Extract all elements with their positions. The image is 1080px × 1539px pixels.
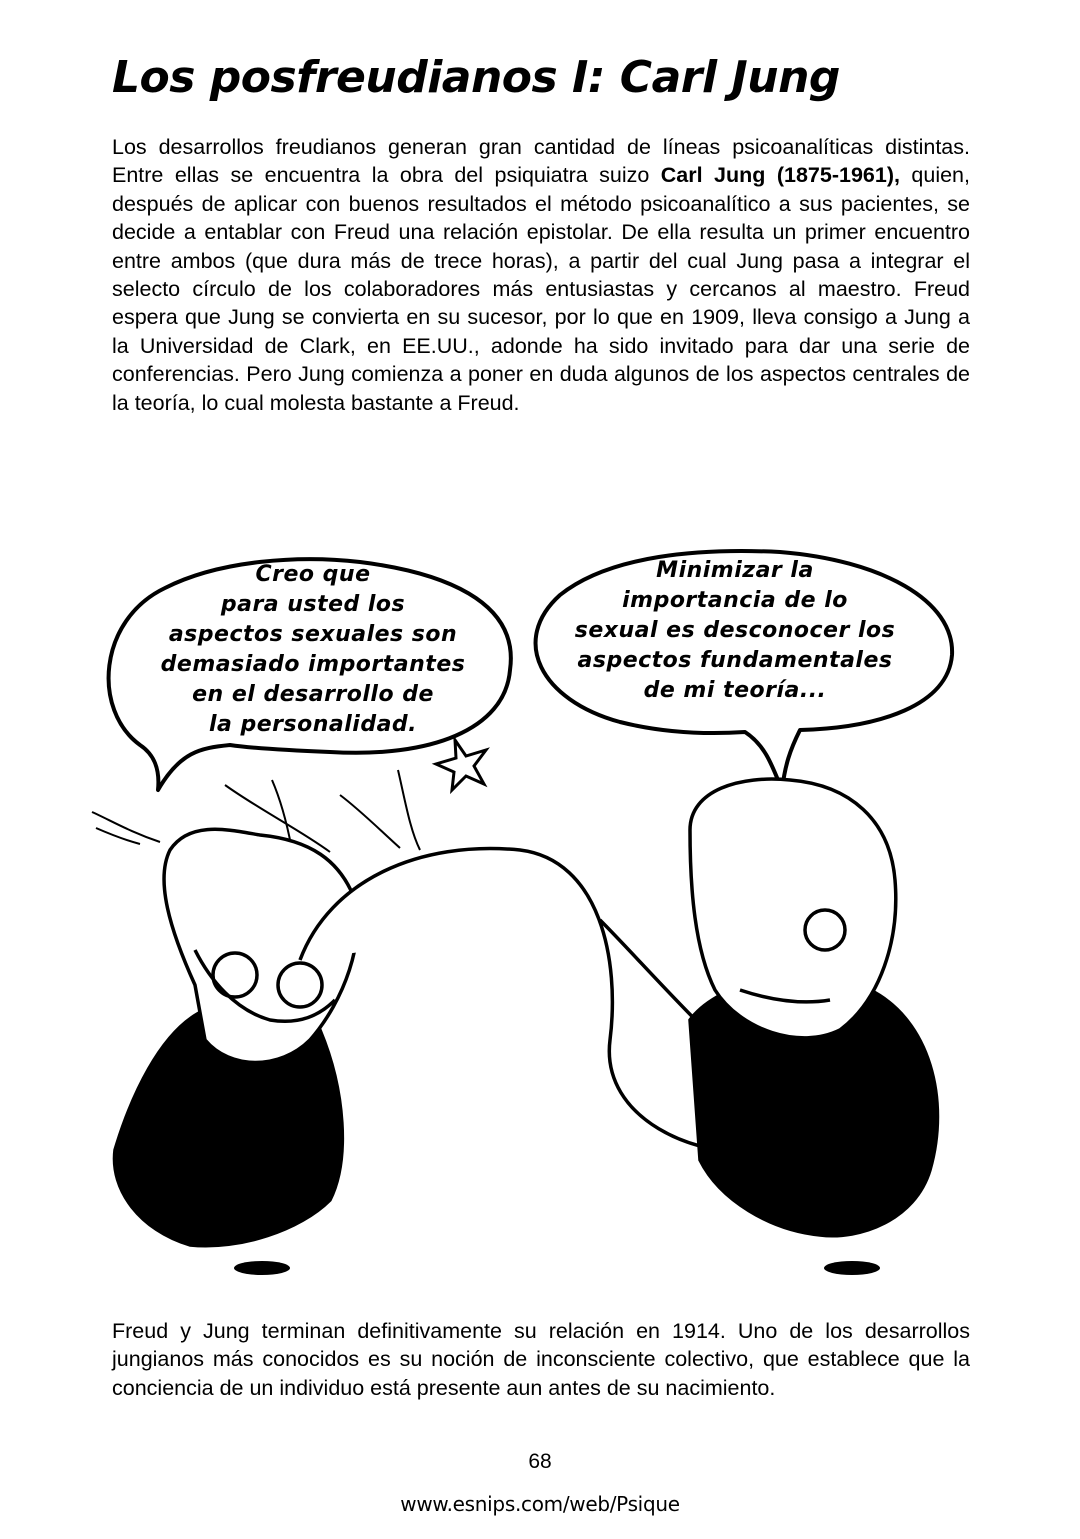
bubble-line: Minimizar la	[656, 558, 814, 583]
bubble-line: en el desarrollo de	[192, 682, 434, 707]
bubble-line: importancia de lo	[622, 588, 848, 613]
closing-paragraph: Freud y Jung terminan definitivamente su relación en 1914. Uno de los desarrollos jungianos más conocidos es su noción de inconsciente colectivo, que establece que la conciencia de un individuo está presente aun antes de su nacimiento.	[112, 1319, 970, 1400]
page-number: 68	[528, 1450, 552, 1473]
bubble-line: la personalidad.	[208, 712, 418, 737]
bubble-line: Creo que	[255, 562, 371, 587]
intro-text-start: Los desarrollos freudianos generan gran cantidad de líneas psicoanalíticas distintas. Entre ellas se encuentra la obra del psiquiatra suizo	[112, 135, 970, 188]
freud-caricature	[690, 779, 938, 1275]
speech-bubble-left-text	[118, 560, 508, 740]
bubble-line: aspectos fundamentales	[577, 648, 893, 673]
star-icon	[436, 740, 486, 790]
bubble-line: sexual es desconocer los	[574, 618, 896, 643]
bubble-line: aspectos sexuales son	[168, 622, 458, 647]
intro-text-end: quien, después de aplicar con buenos resultados el método psicoanalítico a sus pacientes, se decide a entablar con Freud una relación epistolar. De ella resulta un primer encuentro entre ambos (que dura más de trece horas), a partir del cual Jung pasa a integrar el selecto círculo de los colaboradores más entusiastas y cercanos al maestro. Freud espera que Jung se convierta en su sucesor, por lo que en 1909, lleva consigo a Jung a la Universidad de Clark, en EE.UU., adonde ha sido invitado para dar una serie de conferencias. Pero Jung comienza a poner en duda algunos de los aspectos centrales de la teoría, lo cual molesta bastante a Freud.	[112, 163, 970, 415]
footer-url: www.esnips.com/web/Psique	[400, 1492, 680, 1516]
intro-bold-name: Carl Jung (1875-1961),	[660, 163, 900, 188]
page-title: Los posfreudianos I: Carl Jung	[112, 52, 840, 103]
speech-bubble-right-text	[525, 556, 945, 706]
bubble-line: de mi teoría...	[643, 678, 827, 703]
intro-paragraph	[112, 133, 970, 417]
bubble-line: para usted los	[220, 592, 406, 617]
bubble-line: demasiado importantes	[160, 652, 466, 677]
jung-caricature	[114, 829, 357, 1275]
